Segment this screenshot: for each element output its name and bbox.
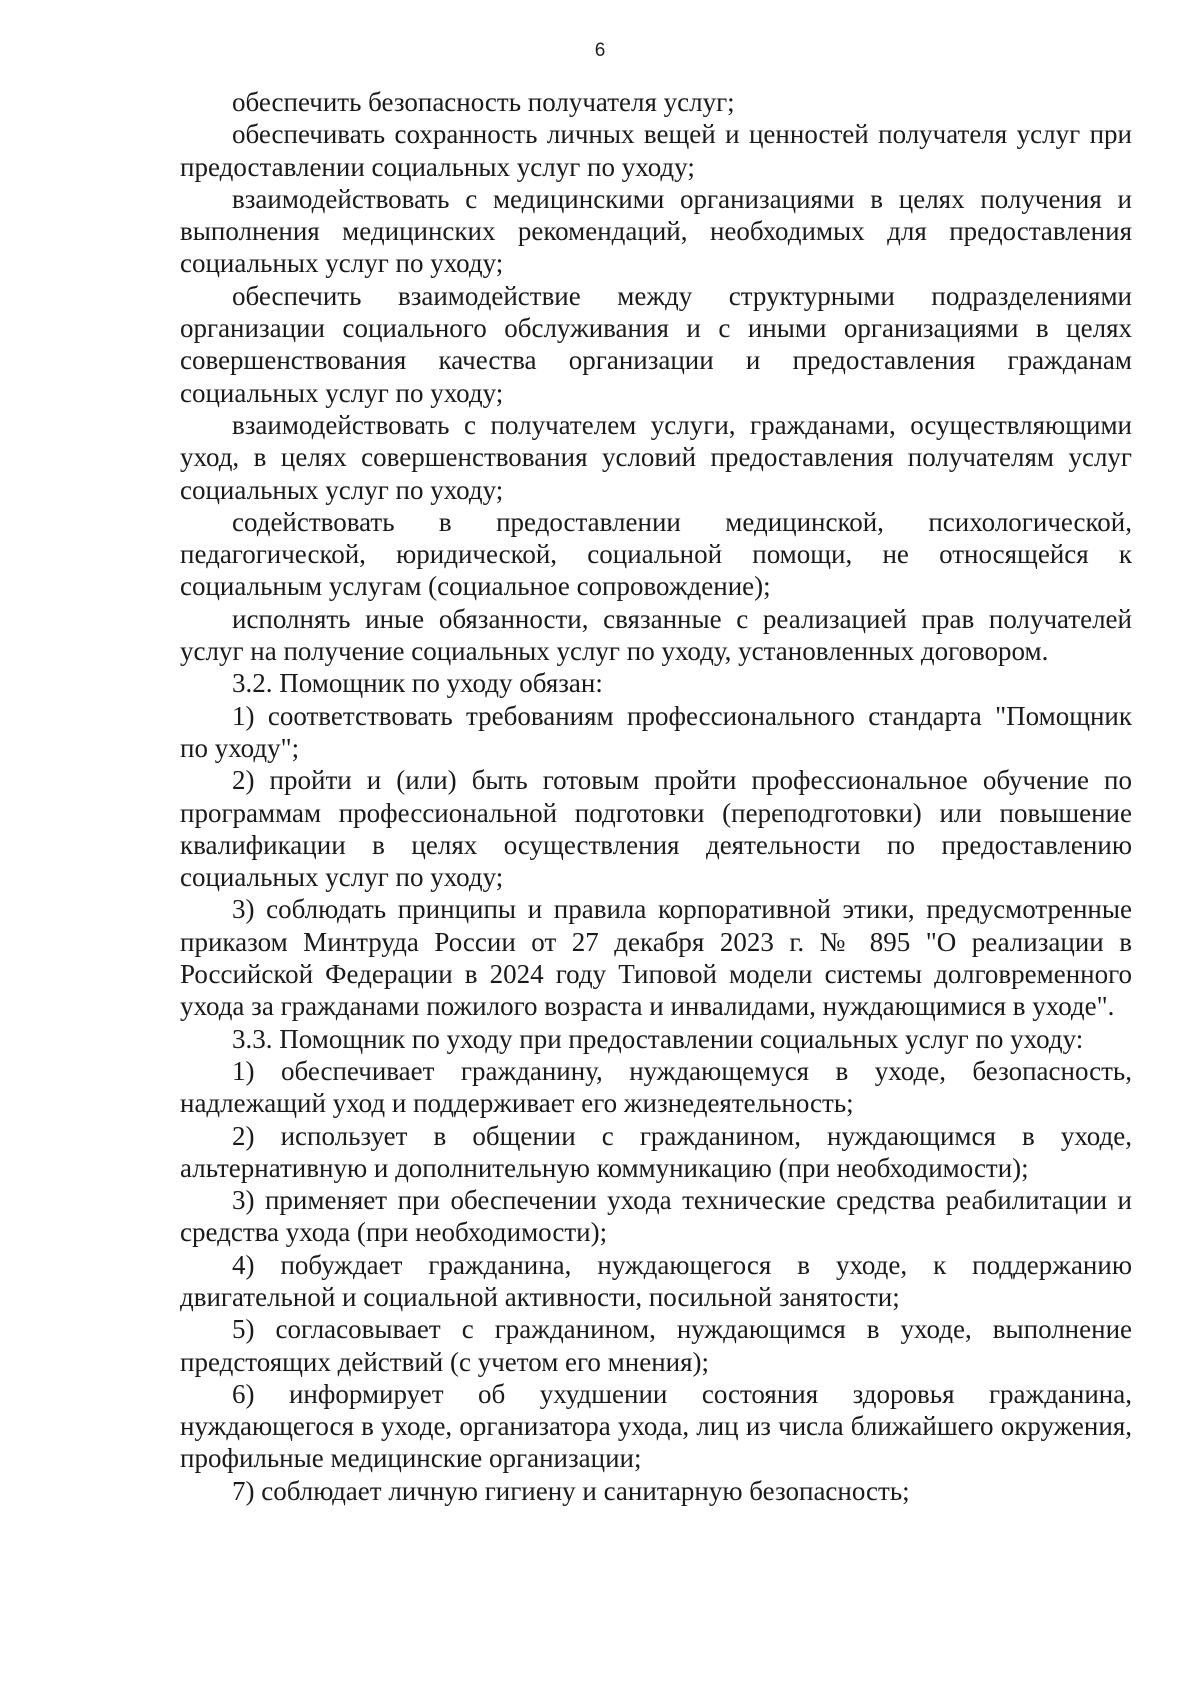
- list-item: 3) применяет при обеспечении ухода технические средства реабилитации и средства ухода (при необходимости);: [180, 1185, 1132, 1248]
- list-item: 2) пройти и (или) быть готовым пройти профессиональное обучение по программам профессиональной подготовки (переподготовки) или повышение квалификации в целях осуществления деятельности по предоставлению социальных услуг по уходу;: [180, 765, 1132, 893]
- paragraph: обеспечить безопасность получателя услуг;: [232, 87, 735, 117]
- list-item: 5) согласовывает с гражданином, нуждающимся в уходе, выполнение предстоящих действий (с учетом его мнения);: [180, 1314, 1132, 1377]
- list-item: 4) побуждает гражданина, нуждающегося в уходе, к поддержанию двигательной и социальной активности, посильной занятости;: [180, 1249, 1132, 1312]
- section-heading-3-2: 3.2. Помощник по уходу обязан:: [232, 668, 603, 699]
- section-heading-3-3: 3.3. Помощник по уходу при предоставлении социальных услуг по уходу:: [232, 1023, 1084, 1054]
- list-item: 3) соблюдать принципы и правила корпоративной этики, предусмотренные приказом Минтруда России от 27 декабря 2023 г. № 895 "О реализации в Российской Федерации в 2024 году Типовой модели системы долговременного ухода за гражданами пожилого возраста и инвалидами, нуждающимися в уходе".: [180, 894, 1132, 1022]
- paragraph: исполнять иные обязанности, связанные с реализацией прав получателей услуг на получение социальных услуг по уходу, установленных договором.: [180, 603, 1132, 667]
- paragraph: содействовать в предоставлении медицинской, психологической, педагогической, юридической, социальной помощи, не относящейся к социальным услугам (социальное сопровождение);: [180, 506, 1132, 602]
- list-item: 1) соответствовать требованиям профессионального стандарта "Помощник по уходу";: [180, 700, 1132, 763]
- paragraph: взаимодействовать с медицинскими организациями в целях получения и выполнения медицинских рекомендаций, необходимых для предоставления социальных услуг по уходу;: [180, 183, 1132, 279]
- paragraph: обеспечить взаимодействие между структурными подразделениями организации социального обслуживания и с иными организациями в целях совершенствования качества организации и предоставления гражданам социальных услуг по уходу;: [180, 280, 1132, 408]
- list-item: 2) использует в общении с гражданином, нуждающимся в уходе, альтернативную и дополнительную коммуникацию (при необходимости);: [180, 1120, 1132, 1183]
- paragraph: взаимодействовать с получателем услуги, гражданами, осуществляющими уход, в целях совершенствования условий предоставления получателям услуг социальных услуг по уходу;: [180, 409, 1132, 505]
- paragraph: обеспечивать сохранность личных вещей и ценностей получателя услуг при предоставлении социальных услуг по уходу;: [180, 119, 1132, 182]
- page-number: 6: [594, 40, 606, 61]
- list-item: 6) информирует об ухудшении состояния здоровья гражданина, нуждающегося в уходе, организатора ухода, лиц из числа ближайшего окружения, профильные медицинские организации;: [180, 1378, 1132, 1474]
- list-item: 1) обеспечивает гражданину, нуждающемуся в уходе, безопасность, надлежащий уход и поддерживает его жизнедеятельность;: [180, 1055, 1132, 1119]
- list-item: 7) соблюдает личную гигиену и санитарную безопасность;: [232, 1475, 910, 1506]
- document-body: [180, 86, 1132, 1507]
